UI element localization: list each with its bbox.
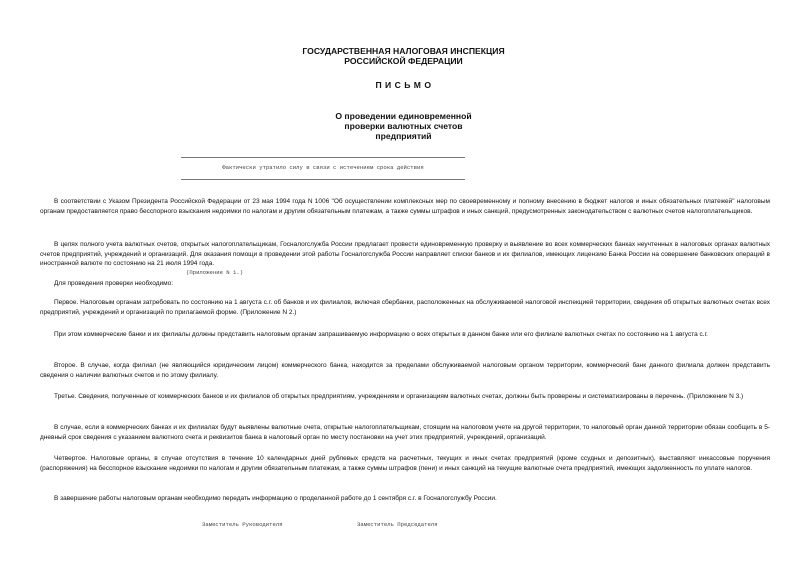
subject-line-2: проверки валютных счетов xyxy=(344,121,463,131)
paragraph-10: В завершение работы налоговым органам необходимо передать информацию о проделанной работе до 1 сентября с.г. в Госналогслужбу России. xyxy=(54,495,497,502)
validity-status-notice: Фактически утратило силу в связи с истечением срока действия xyxy=(222,164,424,171)
subject-line-1: О проведении единовременной xyxy=(335,111,472,121)
paragraph-8: В случае, если в коммерческих банках и их филиалах будут выявлены валютные счета, открытые налогоплательщикам, стоящим на налоговом учете на другой территории, то налоговый орган данной территории обязан сообщить в 5-дневный срок сведения с указанием валютного счета и реквизитов банка в налоговый орган по месту постановки на учет этих предприятий, учреждений, организаций. xyxy=(40,424,770,441)
paragraph-7: Третье. Сведения, полученные от коммерческих банков и их филиалов об открытых предприятиям, учреждениям и организациям валютных счетах, должны быть проверены и систематизированы в перечень. (Приложение N 3.) xyxy=(54,393,744,400)
issuing-authority xyxy=(0,46,807,66)
paragraph-3: Для проведения проверки необходимо: xyxy=(54,280,174,287)
paragraph-4: Первое. Налоговым органам затребовать по состоянию на 1 августа с.г. об банков и их филиалов, включая сбербанки, расположенных на обслуживаемой налоговой инспекцией территории, сведения об открытых валютных счетах всех предприятий, учреждений и организаций по прилагаемой форме. (Приложение N 2.) xyxy=(40,299,770,316)
bottom-divider xyxy=(181,179,465,180)
authority-line-1: ГОСУДАРСТВЕННАЯ НАЛОГОВАЯ ИНСПЕКЦИЯ xyxy=(302,46,505,56)
signature-left: Заместитель Руководителя xyxy=(202,521,283,528)
appendix-1-note: (Приложение N 1.) xyxy=(186,269,244,276)
paragraph-1: В соответствии с Указом Президента Российской Федерации от 23 мая 1994 года N 1006 "Об осуществлении комплексных мер по своевременному и полному внесению в бюджет налогов и иных обязательных платежей" налоговым органам предоставляется право бесспорного взыскания недоимки по налогам и другим обязательным платежам, а также суммы штрафов и иных санкций, предусмотренных законодательством с валютных счетов налогоплательщиков. xyxy=(40,198,770,215)
document-subject xyxy=(0,111,807,141)
paragraph-2: В целях полного учета валютных счетов, открытых налогоплательщикам, Госналогслужба России предлагает провести единовременную проверку и выявление во всех коммерческих банках неучтенных в налоговых органах валютных счетов предприятий, учреждений и организаций. Для оказания помощи в проведении этой работы Госналогслужба России направляет списки банков и их филиалов, имеющих лицензию Банка России на совершение банковских операций в иностранной валюте по состоянию на 21 июля 1994 года. xyxy=(40,241,770,267)
authority-line-2: РОССИЙСКОЙ ФЕДЕРАЦИИ xyxy=(344,56,463,66)
paragraph-6: Второе. В случае, когда филиал (не являющийся юридическим лицом) коммерческого банка, находится за пределами обслуживаемой налоговым органом территории, коммерческий банк данного филиала должен представить сведения о наличии валютных счетов и по этому филиалу. xyxy=(40,362,770,379)
document-type: П И С Ь М О xyxy=(375,80,432,90)
paragraph-5: При этом коммерческие банки и их филиалы должны представить налоговым органам запрашиваемую информацию о всех открытых в данном банке или его филиале валютных счетах по состоянию на 1 августа с.г. xyxy=(54,331,708,338)
subject-line-3: предприятий xyxy=(375,131,432,141)
top-divider xyxy=(181,157,465,158)
signature-right: Заместитель Председателя xyxy=(357,521,438,528)
paragraph-9: Четвертое. Налоговые органы, в случае отсутствия в течение 10 календарных дней рублевых средств на расчетных, текущих и иных счетах предприятий (кроме ссудных и депозитных), выставляют инкассовые поручения (распоряжения) на бесспорное взыскание недоимки по налогам и другим обязательным платежам, а также суммы штрафов (пени) и иных санкций на текущие валютные счета предприятий, имеющих задолженность по уплате налогов. xyxy=(40,455,770,472)
